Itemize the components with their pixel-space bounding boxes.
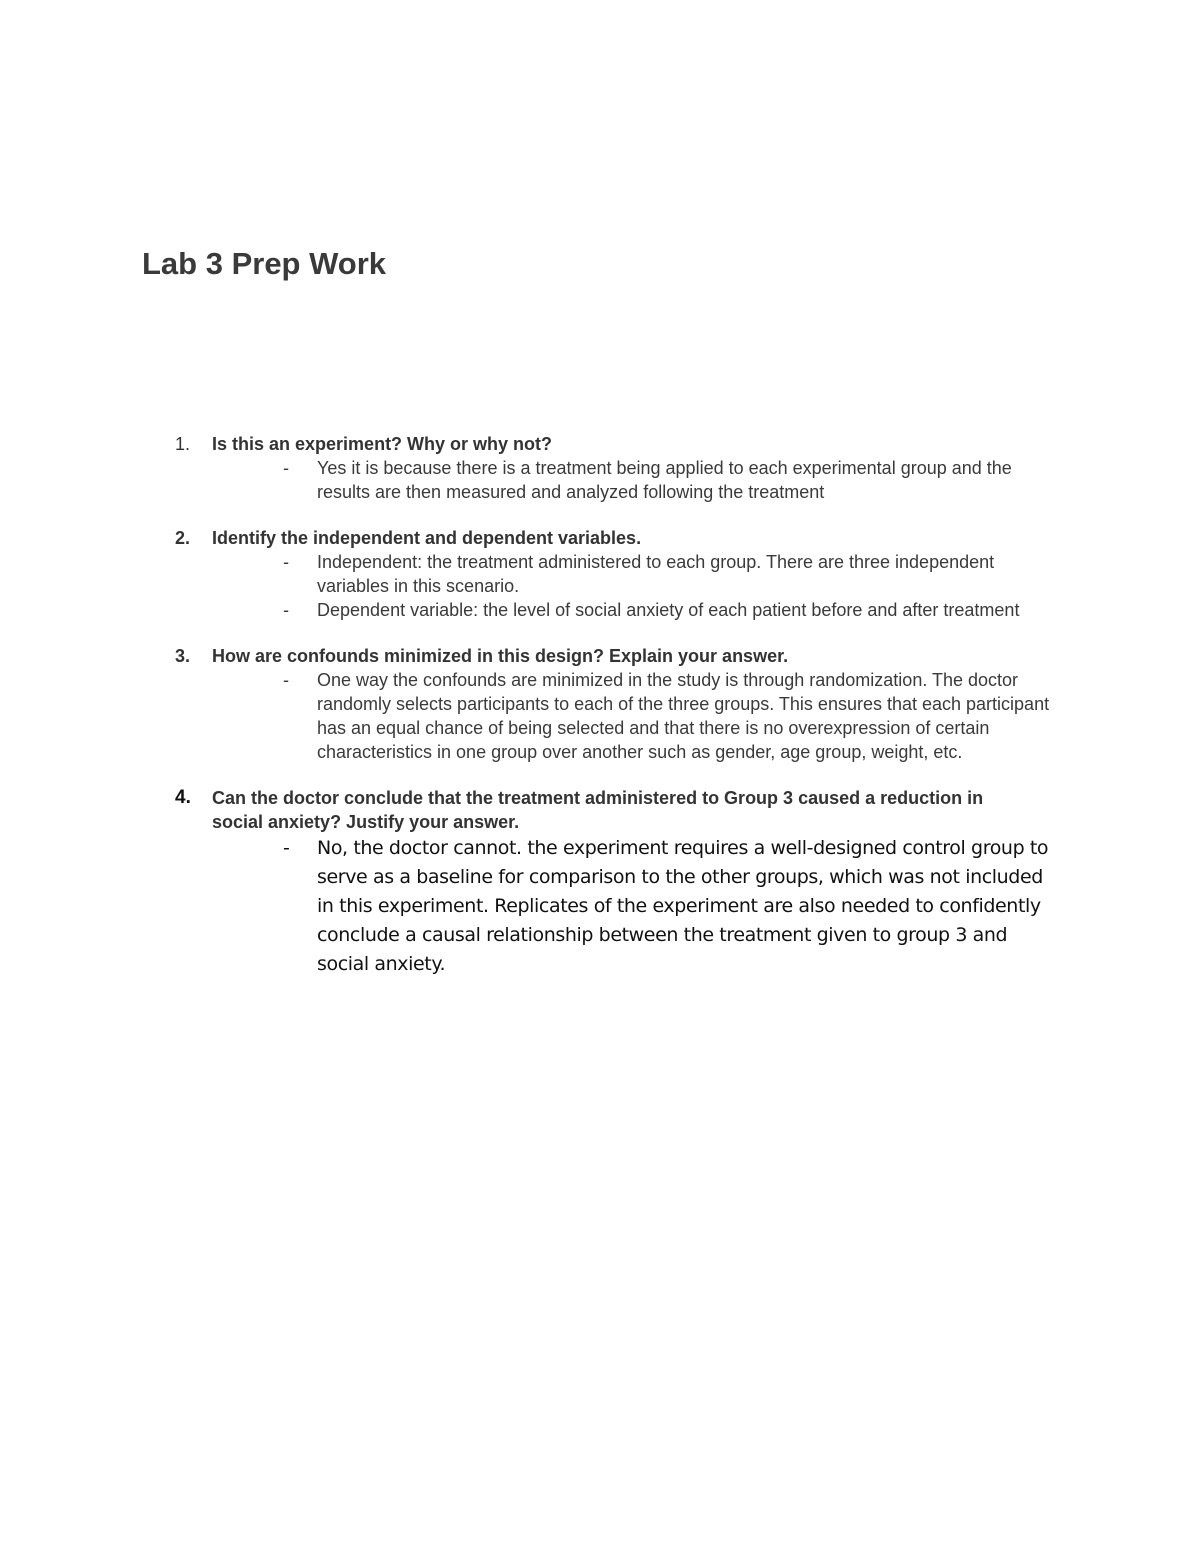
document-title: Lab 3 Prep Work xyxy=(142,246,387,281)
answer-item xyxy=(283,456,1062,504)
question-number: 2. xyxy=(175,528,191,548)
answer-item xyxy=(283,668,1062,764)
question-number: 3. xyxy=(175,646,191,666)
answer-list xyxy=(0,550,1200,622)
answer-list xyxy=(0,668,1200,764)
question-number: 4. xyxy=(175,787,191,808)
bullet-dash: - xyxy=(283,837,290,859)
answer-text: One way the confounds are minimized in the study is through randomization. The doctor randomly selects participants to each of the three groups. This ensures that each participant has an equal chance of being selected and that there is no overexpression of certain characteristics in one group over another such as gender, age group, weight, etc. xyxy=(317,670,1050,762)
question-text: Is this an experiment? Why or why not? xyxy=(212,434,553,454)
answer-text: Independent: the treatment administered to each group. There are three independent variables in this scenario. xyxy=(317,552,995,596)
question-text: Can the doctor conclude that the treatment administered to Group 3 caused a reduction in social anxiety? Justify your answer. xyxy=(212,788,984,832)
question-text: Identify the independent and dependent variables. xyxy=(212,528,642,548)
answer-item xyxy=(283,834,1057,979)
question-item xyxy=(0,786,1200,979)
question-text: How are confounds minimized in this design? Explain your answer. xyxy=(212,646,789,666)
answer-item xyxy=(283,598,1062,622)
answer-list xyxy=(0,456,1200,504)
answer-list xyxy=(0,834,1200,979)
question-list xyxy=(0,432,1200,1001)
bullet-dash: - xyxy=(283,458,289,478)
answer-text: Yes it is because there is a treatment being applied to each experimental group and the results are then measured and analyzed following the treatment xyxy=(317,458,1012,502)
question-item xyxy=(0,644,1200,764)
answer-text: Dependent variable: the level of social anxiety of each patient before and after treatment xyxy=(317,600,1020,620)
question-number: 1. xyxy=(175,434,191,454)
bullet-dash: - xyxy=(283,670,289,690)
bullet-dash: - xyxy=(283,600,289,620)
answer-text: No, the doctor cannot. the experiment requires a well-designed control group to serve as a baseline for comparison to the other groups, which was not included in this experiment. Replicates of the experiment are also needed to confidently conclude a causal relationship between the treatment given to group 3 and social anxiety. xyxy=(317,837,1049,975)
question-item xyxy=(0,526,1200,622)
answer-item xyxy=(283,550,1062,598)
question-item xyxy=(0,432,1200,504)
bullet-dash: - xyxy=(283,552,289,572)
